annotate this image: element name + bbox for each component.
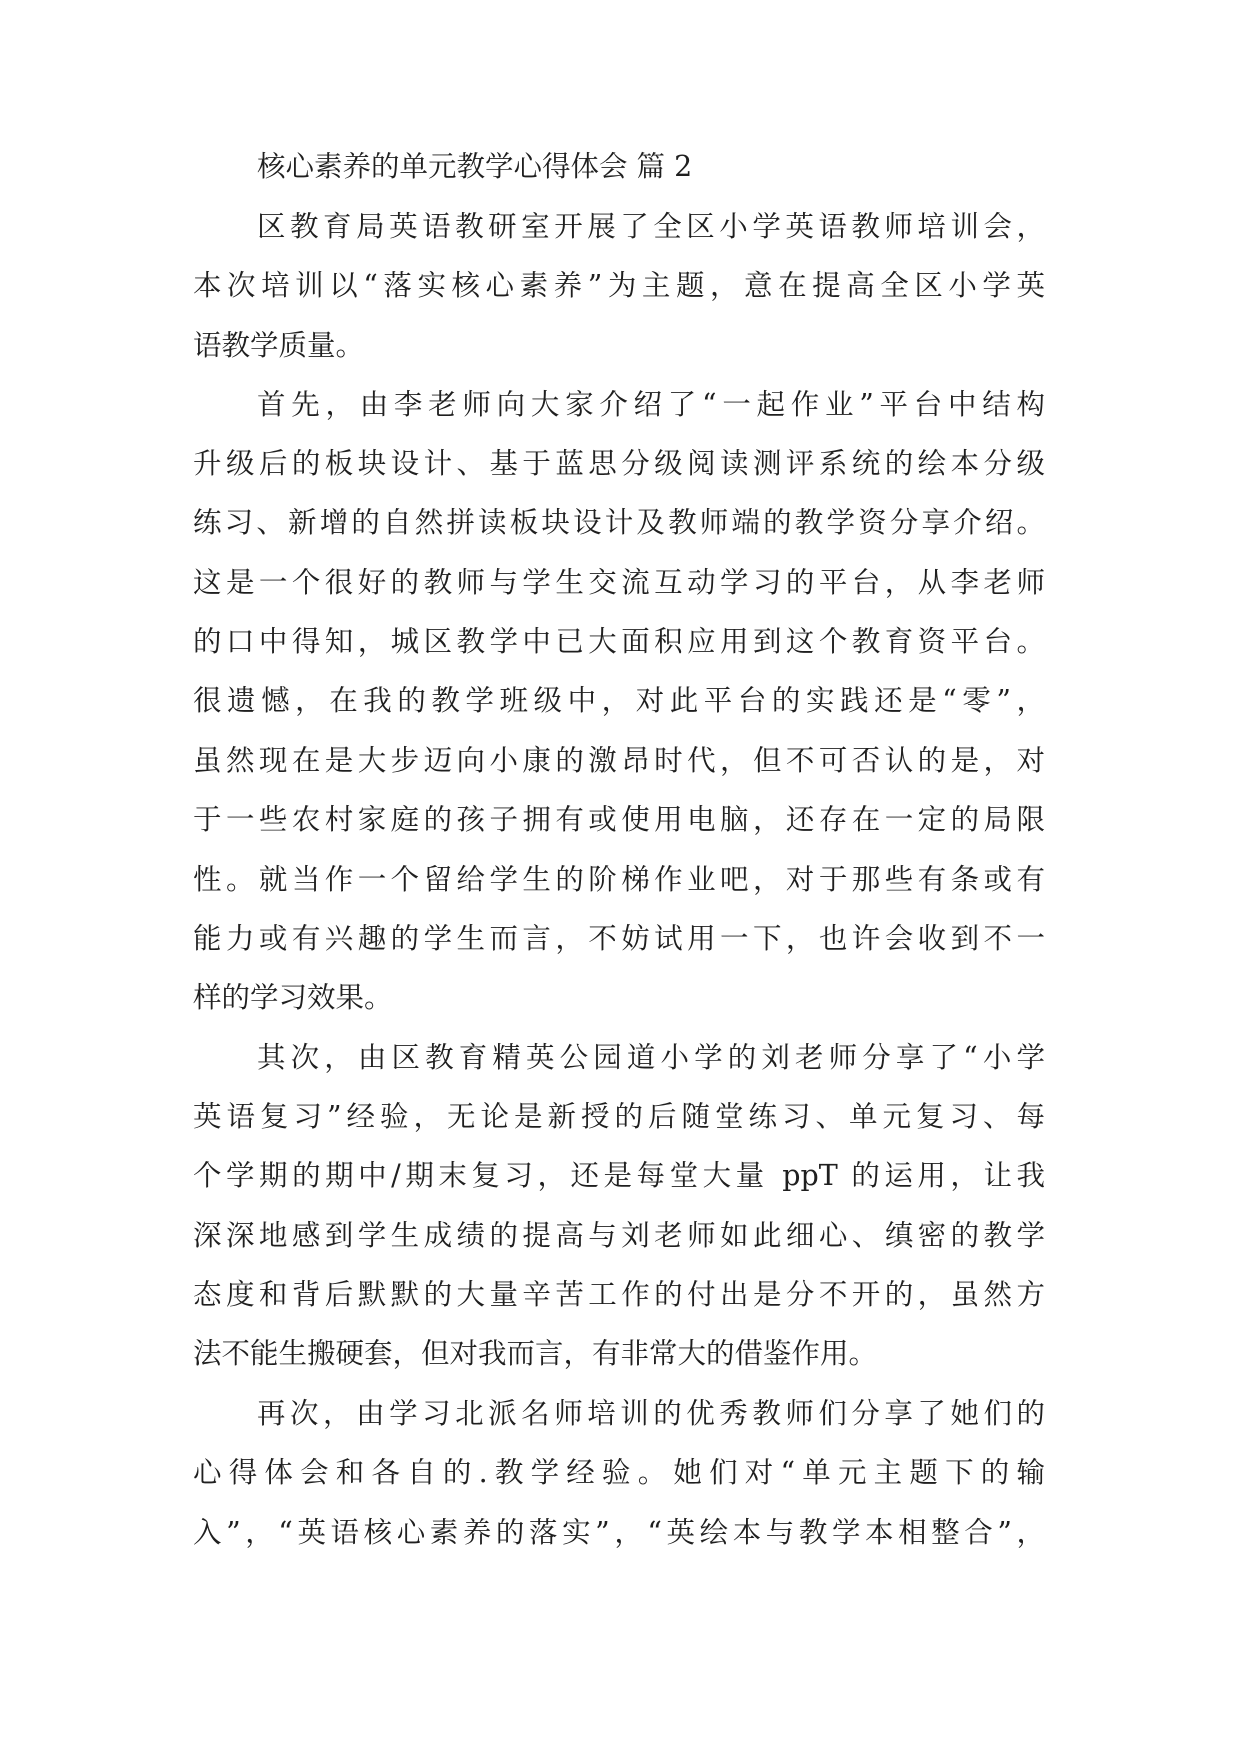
paragraph-2-line-10: 能力或有兴趣的学生而言，不妨试用一下，也许会收到不一: [193, 922, 1045, 955]
paragraph-3-line-6: 法不能生搬硬套，但对我而言，有非常大的借鉴作用。: [193, 1337, 878, 1370]
paragraph-2-line-11: 样的学习效果。: [193, 981, 393, 1014]
paragraph-2-line-9: 性。就当作一个留给学生的阶梯作业吧，对于那些有条或有: [193, 863, 1045, 896]
paragraph-3-line-5: 态度和背后默默的大量辛苦工作的付出是分不开的，虽然方: [193, 1278, 1045, 1311]
paragraph-2-line-5: 的口中得知，城区教学中已大面积应用到这个教育资平台。: [193, 625, 1045, 658]
paragraph-2-line-8: 于一些农村家庭的孩子拥有或使用电脑，还存在一定的局限: [193, 803, 1045, 836]
paragraph-2-line-4: 这是一个很好的教师与学生交流互动学习的平台，从李老师: [193, 566, 1045, 599]
document-title: 核心素养的单元教学心得体会 篇 2: [257, 150, 693, 183]
paragraph-3-line-4: 深深地感到学生成绩的提高与刘老师如此细心、缜密的教学: [193, 1219, 1045, 1252]
paragraph-4-line-3: 入”，“英语核心素养的落实”，“英绘本与教学本相整合”，: [193, 1516, 1045, 1549]
paragraph-2-line-6: 很遗憾，在我的教学班级中，对此平台的实践还是“零”，: [193, 684, 1045, 717]
paragraph-3-line-1: 其次，由区教育精英公园道小学的刘老师分享了“小学: [257, 1041, 1045, 1074]
paragraph-3-line-3: 个学期的期中/期末复习，还是每堂大量 ppT 的运用，让我: [193, 1159, 1045, 1192]
paragraph-2-line-2: 升级后的板块设计、基于蓝思分级阅读测评系统的绘本分级: [193, 447, 1045, 480]
paragraph-1-line-1: 区教育局英语教研室开展了全区小学英语教师培训会，: [257, 210, 1045, 243]
paragraph-3-line-2: 英语复习”经验，无论是新授的后随堂练习、单元复习、每: [193, 1100, 1045, 1133]
paragraph-4-line-2: 心得体会和各自的.教学经验。她们对“单元主题下的输: [193, 1456, 1045, 1489]
paragraph-1-line-3: 语教学质量。: [193, 329, 365, 362]
paragraph-1-line-2: 本次培训以“落实核心素养”为主题，意在提高全区小学英: [193, 269, 1045, 302]
paragraph-2-line-1: 首先，由李老师向大家介绍了“一起作业”平台中结构: [257, 388, 1045, 421]
paragraph-2-line-7: 虽然现在是大步迈向小康的激昂时代，但不可否认的是，对: [193, 744, 1045, 777]
paragraph-4-line-1: 再次，由学习北派名师培训的优秀教师们分享了她们的: [257, 1397, 1045, 1430]
paragraph-2-line-3: 练习、新增的自然拼读板块设计及教师端的教学资分享介绍。: [193, 506, 1045, 539]
